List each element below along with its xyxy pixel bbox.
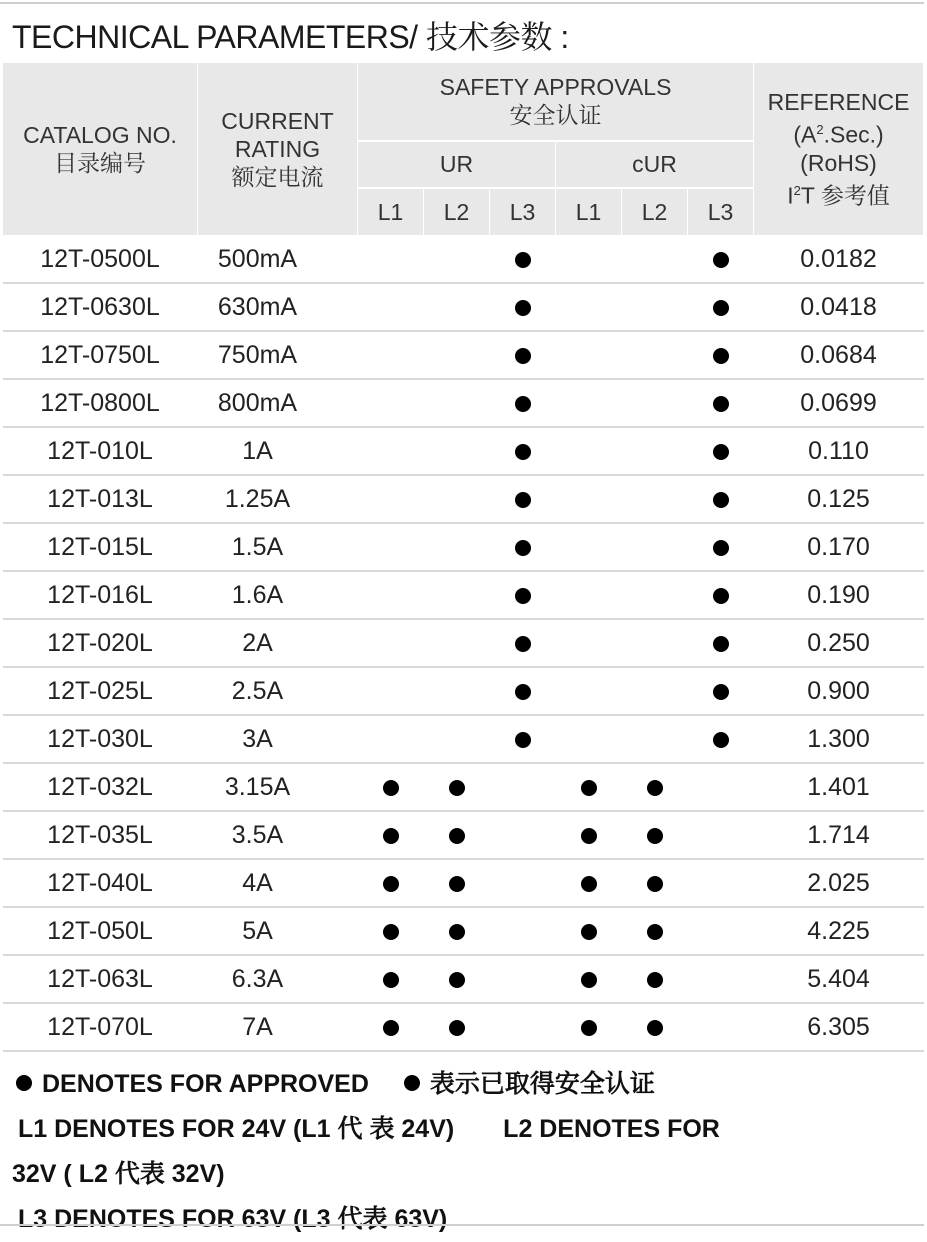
approval-cell — [622, 523, 688, 571]
approved-dot-icon — [383, 780, 399, 796]
approved-dot-icon — [713, 492, 729, 508]
approval-cell — [358, 523, 424, 571]
approval-cell — [490, 763, 556, 811]
reference-cell: 5.404 — [754, 955, 924, 1003]
approval-cell — [622, 236, 688, 284]
approval-cell — [490, 955, 556, 1003]
catalog-cell: 12T-016L — [3, 571, 198, 619]
catalog-header — [3, 63, 198, 236]
approved-dot-icon — [515, 300, 531, 316]
catalog-cell: 12T-020L — [3, 619, 198, 667]
approved-dot-icon — [449, 876, 465, 892]
approval-cell — [556, 427, 622, 475]
approved-dot-icon — [515, 684, 531, 700]
table-row — [3, 907, 924, 955]
rating-header-cn: 额定电流 — [231, 164, 324, 190]
approval-cell — [490, 619, 556, 667]
rating-cell: 750mA — [198, 331, 358, 379]
approval-cell — [358, 236, 424, 284]
approved-dot-icon — [449, 780, 465, 796]
approved-dot-icon — [713, 540, 729, 556]
cur-header: cUR — [556, 141, 754, 188]
approval-cell — [358, 1003, 424, 1051]
approved-dot-icon — [647, 828, 663, 844]
approval-cell — [358, 811, 424, 859]
approved-dot-icon — [383, 924, 399, 940]
approval-cell — [556, 619, 622, 667]
approval-cell — [424, 715, 490, 763]
note-l1: L1 DENOTES FOR 24V (L1 代 表 24V) — [18, 1115, 455, 1143]
approved-dot-icon — [581, 924, 597, 940]
table-row — [3, 236, 924, 284]
approval-cell — [622, 667, 688, 715]
note-l3: L3 DENOTES FOR 63V (L3 代表 63V) — [18, 1205, 448, 1233]
rating-cell: 500mA — [198, 236, 358, 284]
approved-dot-icon — [383, 972, 399, 988]
table-row — [3, 667, 924, 715]
approval-cell — [556, 331, 622, 379]
approved-dot-icon — [515, 636, 531, 652]
approved-dot-icon — [713, 732, 729, 748]
approval-cell — [688, 859, 754, 907]
note-approved-en: DENOTES FOR APPROVED — [42, 1070, 369, 1098]
approved-dot-icon — [581, 828, 597, 844]
approval-cell — [622, 859, 688, 907]
table-row — [3, 859, 924, 907]
approval-cell — [556, 523, 622, 571]
rating-cell: 2.5A — [198, 667, 358, 715]
catalog-cell: 12T-040L — [3, 859, 198, 907]
level-header: L1 — [358, 188, 424, 236]
approval-cell — [622, 619, 688, 667]
catalog-cell: 12T-015L — [3, 523, 198, 571]
reference-cell: 1.714 — [754, 811, 924, 859]
approved-dot-icon — [515, 588, 531, 604]
approval-cell — [622, 763, 688, 811]
approval-cell — [688, 955, 754, 1003]
approval-cell — [688, 1003, 754, 1051]
table-row — [3, 715, 924, 763]
rating-cell: 3.5A — [198, 811, 358, 859]
rating-cell: 1.25A — [198, 475, 358, 523]
reference-header-l2: $(A^2.Sec.)$ — [793, 122, 884, 148]
approval-cell — [358, 955, 424, 1003]
catalog-cell: 12T-070L — [3, 1003, 198, 1051]
reference-cell: 6.305 — [754, 1003, 924, 1051]
reference-cell: 0.125 — [754, 475, 924, 523]
reference-cell: 0.900 — [754, 667, 924, 715]
approved-dot-icon — [713, 252, 729, 268]
approval-cell — [490, 667, 556, 715]
rating-cell: 5A — [198, 907, 358, 955]
approved-dot-icon — [581, 1020, 597, 1036]
approval-cell — [688, 571, 754, 619]
approval-cell — [424, 571, 490, 619]
legend-notes — [12, 1062, 720, 1242]
approved-dot-icon — [404, 1075, 420, 1091]
bottom-rule — [0, 1224, 924, 1226]
approval-cell — [424, 379, 490, 427]
approved-dot-icon — [449, 828, 465, 844]
approval-cell — [358, 763, 424, 811]
approval-cell — [490, 571, 556, 619]
approval-cell — [622, 715, 688, 763]
page-title: TECHNICAL PARAMETERS/ 技术参数 : — [12, 19, 569, 55]
approval-cell — [688, 907, 754, 955]
approval-cell — [622, 1003, 688, 1051]
rating-header-en1: CURRENT — [221, 108, 334, 134]
approval-cell — [556, 667, 622, 715]
catalog-header-cn: 目录编号 — [54, 150, 146, 176]
approval-cell — [556, 571, 622, 619]
approved-dot-icon — [515, 492, 531, 508]
reference-header-l3: (RoHS) — [800, 150, 877, 176]
approval-cell — [490, 475, 556, 523]
reference-cell: 2.025 — [754, 859, 924, 907]
approval-cell — [424, 283, 490, 331]
approval-cell — [490, 283, 556, 331]
rating-cell: 3.15A — [198, 763, 358, 811]
catalog-cell: 12T-032L — [3, 763, 198, 811]
approval-cell — [688, 283, 754, 331]
approved-dot-icon — [647, 1020, 663, 1036]
approved-dot-icon — [581, 972, 597, 988]
rating-cell: 4A — [198, 859, 358, 907]
approval-cell — [358, 667, 424, 715]
approval-cell — [490, 331, 556, 379]
rating-header-en2: RATING — [234, 136, 321, 162]
reference-cell: 0.190 — [754, 571, 924, 619]
approval-cell — [556, 475, 622, 523]
table-row — [3, 619, 924, 667]
approval-cell — [424, 763, 490, 811]
approval-cell — [424, 331, 490, 379]
approval-cell — [622, 427, 688, 475]
approval-cell — [424, 523, 490, 571]
approval-cell — [688, 427, 754, 475]
table-row — [3, 571, 924, 619]
approved-dot-icon — [581, 780, 597, 796]
table-row — [3, 427, 924, 475]
approval-cell — [358, 379, 424, 427]
catalog-cell: 12T-0750L — [3, 331, 198, 379]
approved-dot-icon — [383, 876, 399, 892]
technical-parameters-table — [2, 62, 924, 1052]
reference-cell: 0.250 — [754, 619, 924, 667]
approved-dot-icon — [16, 1075, 32, 1091]
table-row — [3, 955, 924, 1003]
note-l1-l2 — [12, 1107, 720, 1152]
level-header: L3 — [688, 188, 754, 236]
reference-header-l1: REFERENCE — [767, 89, 910, 116]
approval-cell — [358, 619, 424, 667]
approved-dot-icon — [713, 444, 729, 460]
reference-cell: 0.0699 — [754, 379, 924, 427]
reference-cell: 1.401 — [754, 763, 924, 811]
approval-cell — [490, 379, 556, 427]
approval-cell — [358, 571, 424, 619]
approval-cell — [424, 667, 490, 715]
approved-dot-icon — [515, 444, 531, 460]
level-header: L1 — [556, 188, 622, 236]
approved-dot-icon — [515, 348, 531, 364]
rating-cell: 1A — [198, 427, 358, 475]
note-l2-part1: L2 DENOTES FOR — [503, 1115, 720, 1143]
table-row — [3, 1003, 924, 1051]
note-approved-cn: 表示已取得安全认证 — [429, 1070, 655, 1098]
approved-dot-icon — [515, 396, 531, 412]
catalog-cell: 12T-0800L — [3, 379, 198, 427]
reference-header-l4: $I^2T$ 参考值 — [787, 182, 890, 209]
reference-cell: 0.110 — [754, 427, 924, 475]
catalog-cell: 12T-030L — [3, 715, 198, 763]
table-row — [3, 283, 924, 331]
approval-cell — [556, 811, 622, 859]
approval-cell — [424, 955, 490, 1003]
approval-cell — [358, 715, 424, 763]
rating-cell: 630mA — [198, 283, 358, 331]
approved-dot-icon — [713, 684, 729, 700]
catalog-cell: 12T-050L — [3, 907, 198, 955]
approval-cell — [556, 763, 622, 811]
approval-cell — [688, 236, 754, 284]
catalog-cell: 12T-010L — [3, 427, 198, 475]
approval-cell — [622, 331, 688, 379]
catalog-cell: 12T-0630L — [3, 283, 198, 331]
note-l2-cont: 32V ( L2 代表 32V) — [12, 1160, 225, 1188]
reference-cell: 0.0418 — [754, 283, 924, 331]
rating-cell: 1.5A — [198, 523, 358, 571]
approval-cell — [688, 619, 754, 667]
ur-header: UR — [358, 141, 556, 188]
approval-cell — [622, 379, 688, 427]
approved-dot-icon — [647, 876, 663, 892]
reference-cell: 0.0684 — [754, 331, 924, 379]
approval-cell — [490, 427, 556, 475]
approval-cell — [688, 379, 754, 427]
approved-dot-icon — [647, 924, 663, 940]
approval-cell — [490, 1003, 556, 1051]
approved-dot-icon — [515, 252, 531, 268]
approval-cell — [424, 859, 490, 907]
top-rule — [0, 2, 924, 4]
level-header: L3 — [490, 188, 556, 236]
reference-cell: 1.300 — [754, 715, 924, 763]
approval-cell — [622, 571, 688, 619]
catalog-cell: 12T-063L — [3, 955, 198, 1003]
approved-dot-icon — [449, 972, 465, 988]
approval-cell — [556, 715, 622, 763]
approval-cell — [556, 955, 622, 1003]
approval-cell — [358, 283, 424, 331]
approved-dot-icon — [713, 300, 729, 316]
approval-cell — [358, 427, 424, 475]
approval-cell — [358, 859, 424, 907]
approval-cell — [424, 811, 490, 859]
approval-cell — [556, 859, 622, 907]
approval-cell — [556, 379, 622, 427]
approval-cell — [688, 475, 754, 523]
approval-cell — [556, 283, 622, 331]
approval-cell — [622, 811, 688, 859]
safety-header-en: SAFETY APPROVALS — [439, 74, 672, 101]
rating-header — [198, 63, 358, 236]
rating-cell: 800mA — [198, 379, 358, 427]
approval-cell — [622, 283, 688, 331]
level-header: L2 — [622, 188, 688, 236]
approved-dot-icon — [647, 780, 663, 796]
approved-dot-icon — [713, 636, 729, 652]
catalog-cell: 12T-035L — [3, 811, 198, 859]
approval-cell — [358, 475, 424, 523]
table-row — [3, 763, 924, 811]
approval-cell — [688, 331, 754, 379]
reference-cell: 0.0182 — [754, 236, 924, 284]
rating-cell: 6.3A — [198, 955, 358, 1003]
catalog-header-en: CATALOG NO. — [23, 122, 177, 148]
approved-dot-icon — [647, 972, 663, 988]
table-row — [3, 811, 924, 859]
table-row — [3, 475, 924, 523]
approval-cell — [490, 859, 556, 907]
approval-cell — [424, 236, 490, 284]
catalog-cell: 12T-025L — [3, 667, 198, 715]
approved-dot-icon — [449, 924, 465, 940]
approval-cell — [688, 811, 754, 859]
approval-cell — [424, 475, 490, 523]
approval-cell — [622, 907, 688, 955]
safety-header-cn: 安全认证 — [509, 102, 602, 129]
approved-dot-icon — [581, 876, 597, 892]
rating-cell: 3A — [198, 715, 358, 763]
approval-cell — [424, 427, 490, 475]
table-row — [3, 523, 924, 571]
reference-cell: 4.225 — [754, 907, 924, 955]
approval-cell — [556, 236, 622, 284]
approval-cell — [424, 619, 490, 667]
approval-cell — [424, 1003, 490, 1051]
approval-cell — [424, 907, 490, 955]
approval-cell — [688, 667, 754, 715]
reference-cell: 0.170 — [754, 523, 924, 571]
approval-cell — [688, 523, 754, 571]
approved-dot-icon — [449, 1020, 465, 1036]
table-body — [3, 236, 924, 1052]
approval-cell — [490, 811, 556, 859]
level-header: L2 — [424, 188, 490, 236]
catalog-cell: 12T-0500L — [3, 236, 198, 284]
approved-dot-icon — [713, 396, 729, 412]
catalog-cell: 12T-013L — [3, 475, 198, 523]
approved-dot-icon — [713, 348, 729, 364]
approved-dot-icon — [515, 540, 531, 556]
approval-cell — [490, 907, 556, 955]
approval-cell — [688, 763, 754, 811]
approval-cell — [556, 907, 622, 955]
approved-dot-icon — [383, 1020, 399, 1036]
approval-cell — [358, 331, 424, 379]
approved-dot-icon — [383, 828, 399, 844]
approved-dot-icon — [515, 732, 531, 748]
approval-cell — [490, 236, 556, 284]
approval-cell — [688, 715, 754, 763]
rating-cell: 1.6A — [198, 571, 358, 619]
reference-header — [754, 63, 924, 236]
safety-approvals-header — [358, 63, 754, 141]
rating-cell: 7A — [198, 1003, 358, 1051]
note-approved — [12, 1062, 720, 1107]
approval-cell — [622, 955, 688, 1003]
approval-cell — [490, 523, 556, 571]
approval-cell — [490, 715, 556, 763]
approval-cell — [622, 475, 688, 523]
approval-cell — [556, 1003, 622, 1051]
approval-cell — [358, 907, 424, 955]
rating-cell: 2A — [198, 619, 358, 667]
approved-dot-icon — [713, 588, 729, 604]
table-row — [3, 331, 924, 379]
table-row — [3, 379, 924, 427]
